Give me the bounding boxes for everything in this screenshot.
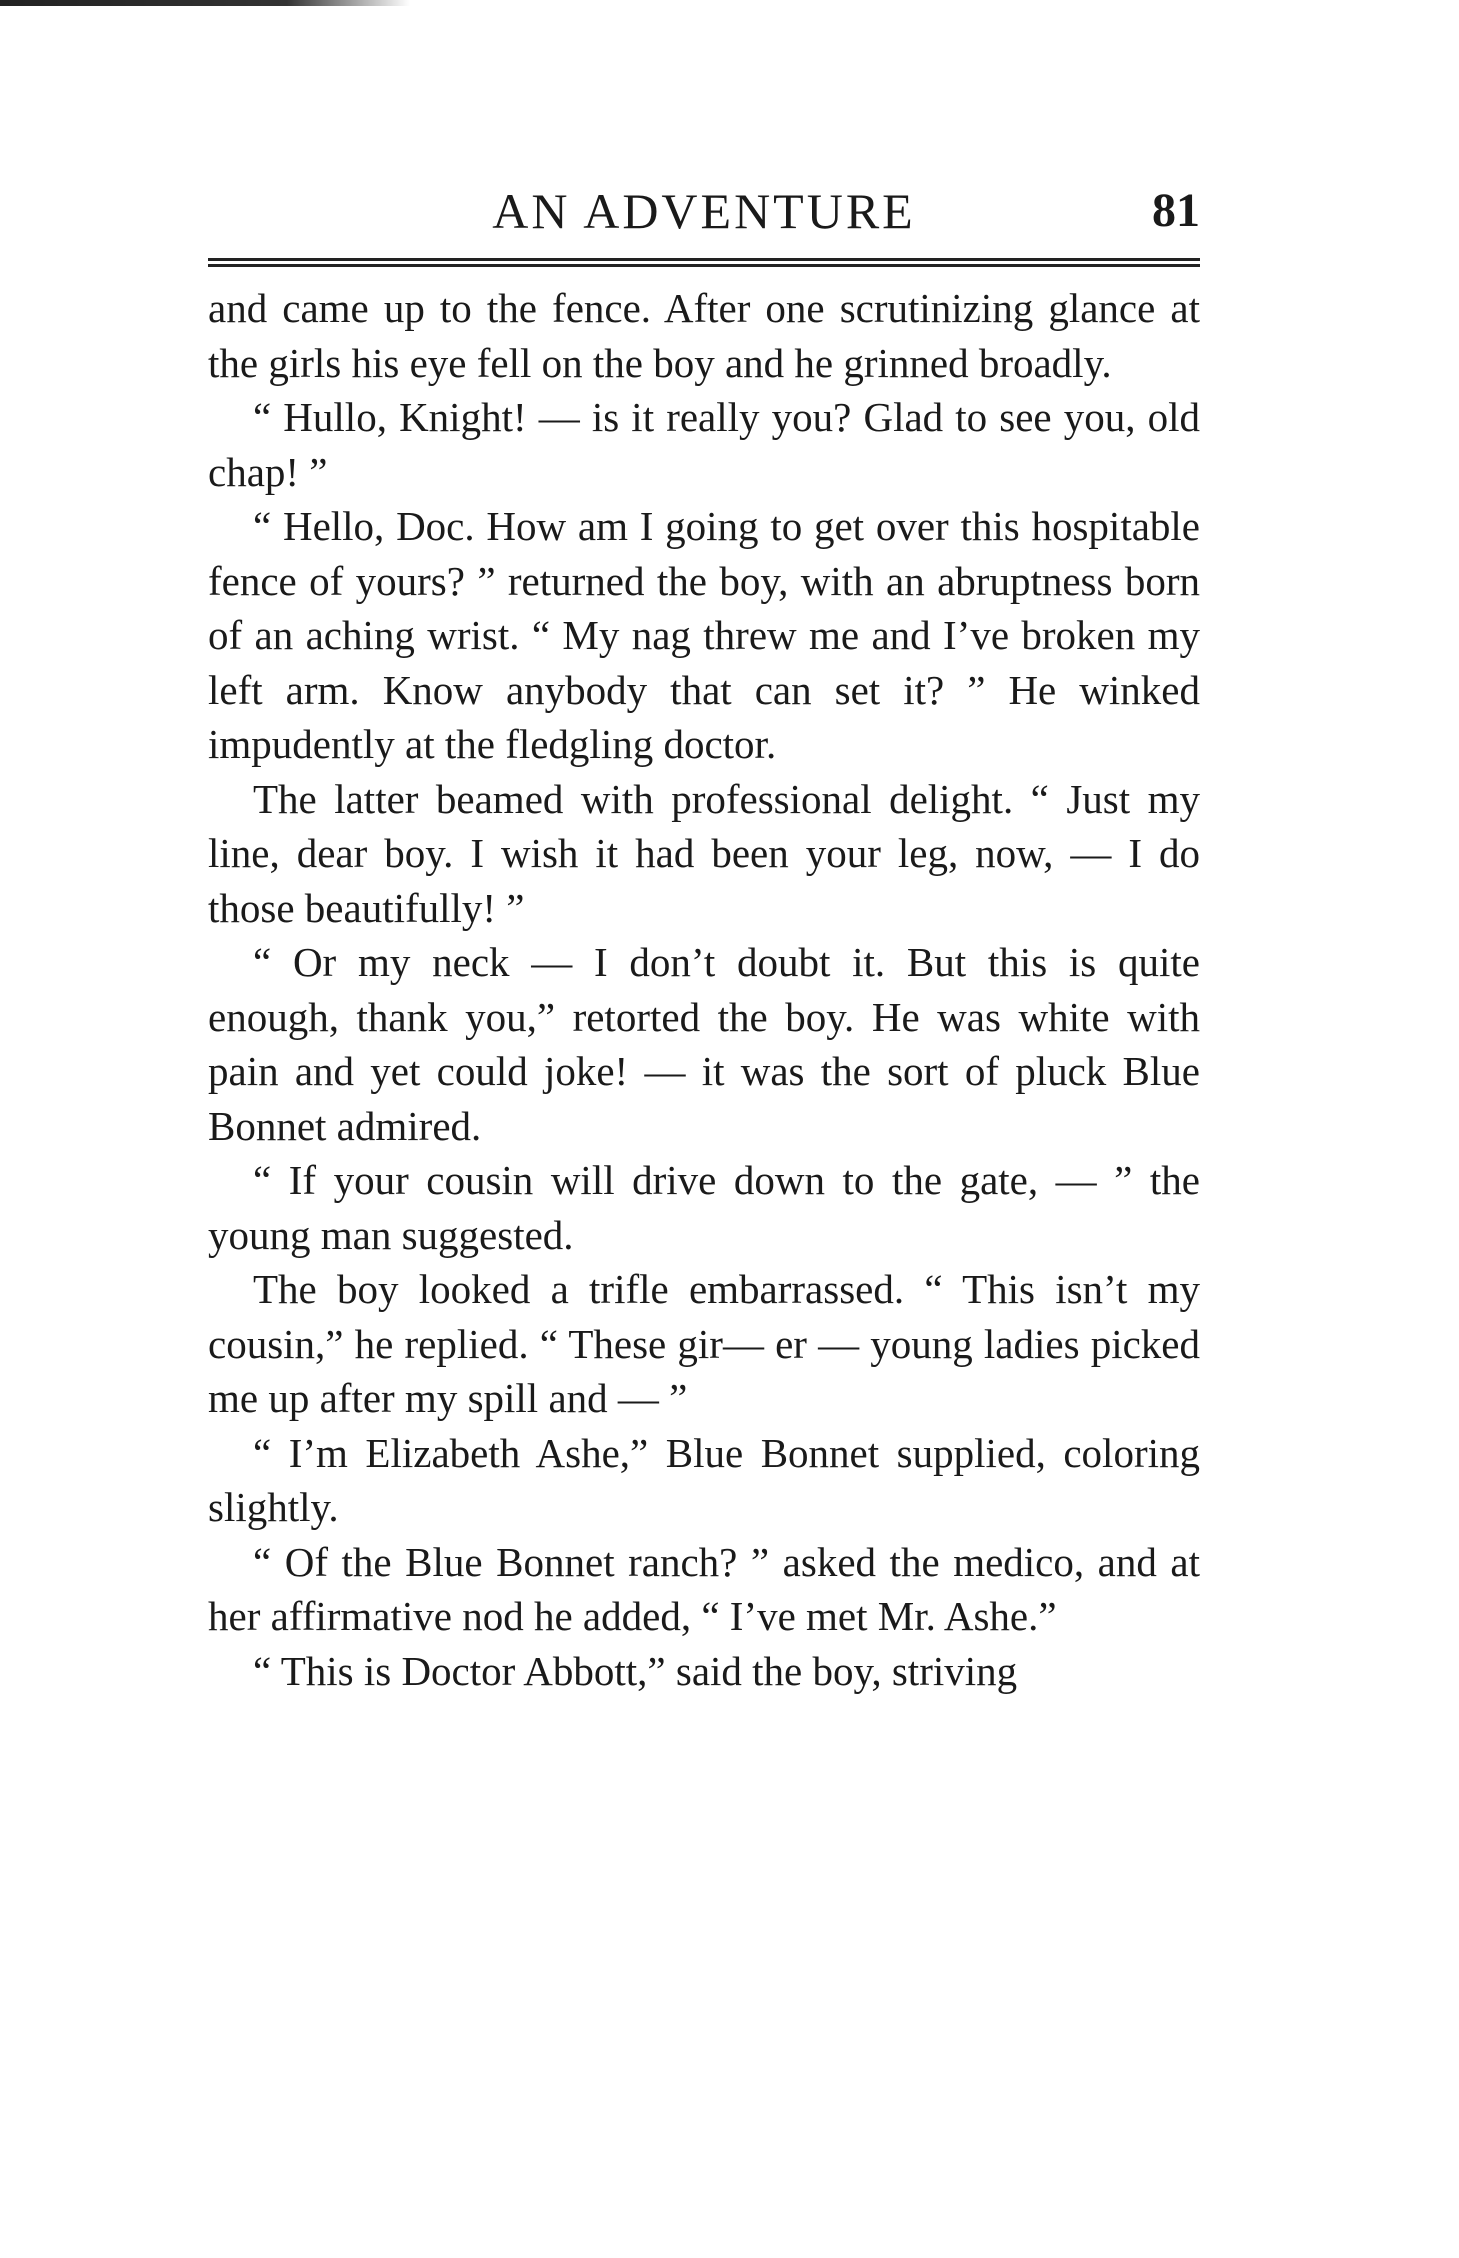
book-page xyxy=(208,180,1200,1698)
paragraph: and came up to the fence. After one scrutinizing glance at the girls his eye fell on the boy and he grinned broadly. xyxy=(208,285,1200,386)
paragraph: “ If your cousin will drive down to the gate, — ” the young man suggested. xyxy=(208,1157,1200,1258)
paragraph: “ I’m Elizabeth Ashe,” Blue Bonnet supplied, coloring slightly. xyxy=(208,1429,1200,1530)
chapter-title: AN ADVENTURE xyxy=(492,183,916,239)
running-head xyxy=(208,180,1200,242)
paragraph: “ This is Doctor Abbott,” said the boy, striving xyxy=(253,1647,1018,1694)
page-number: 81 xyxy=(1152,184,1200,237)
paragraph: The boy looked a trifle embarrassed. “ This isn’t my cousin,” he replied. “ These gir— er — young ladies picked me up after my spill and — ” xyxy=(208,1266,1200,1421)
paragraph: “ Hello, Doc. How am I going to get over this hospitable fence of yours? ” returned the boy, with an abruptness born of an aching wrist. “ My nag threw me and I’ve broken my left arm. Know anybody that can set it? ” He winked impudently at the fledgling doctor. xyxy=(208,503,1200,767)
header-rule xyxy=(208,258,1200,267)
paragraph: “ Hullo, Knight! — is it really you? Glad to see you, old chap! ” xyxy=(208,394,1200,495)
paragraph: “ Or my neck — I don’t doubt it. But this is quite enough, thank you,” retorted the boy. He was white with pain and yet could joke! — it was the sort of pluck Blue Bonnet admired. xyxy=(208,939,1200,1149)
paragraph: “ Of the Blue Bonnet ranch? ” asked the medico, and at her affirmative nod he added, “ I’ve met Mr. Ashe.” xyxy=(208,1538,1200,1639)
body-text xyxy=(208,281,1200,1698)
scan-edge-mark xyxy=(0,0,410,6)
paragraph: The latter beamed with professional delight. “ Just my line, dear boy. I wish it had been your leg, now, — I do those beautifully! ” xyxy=(208,775,1200,931)
